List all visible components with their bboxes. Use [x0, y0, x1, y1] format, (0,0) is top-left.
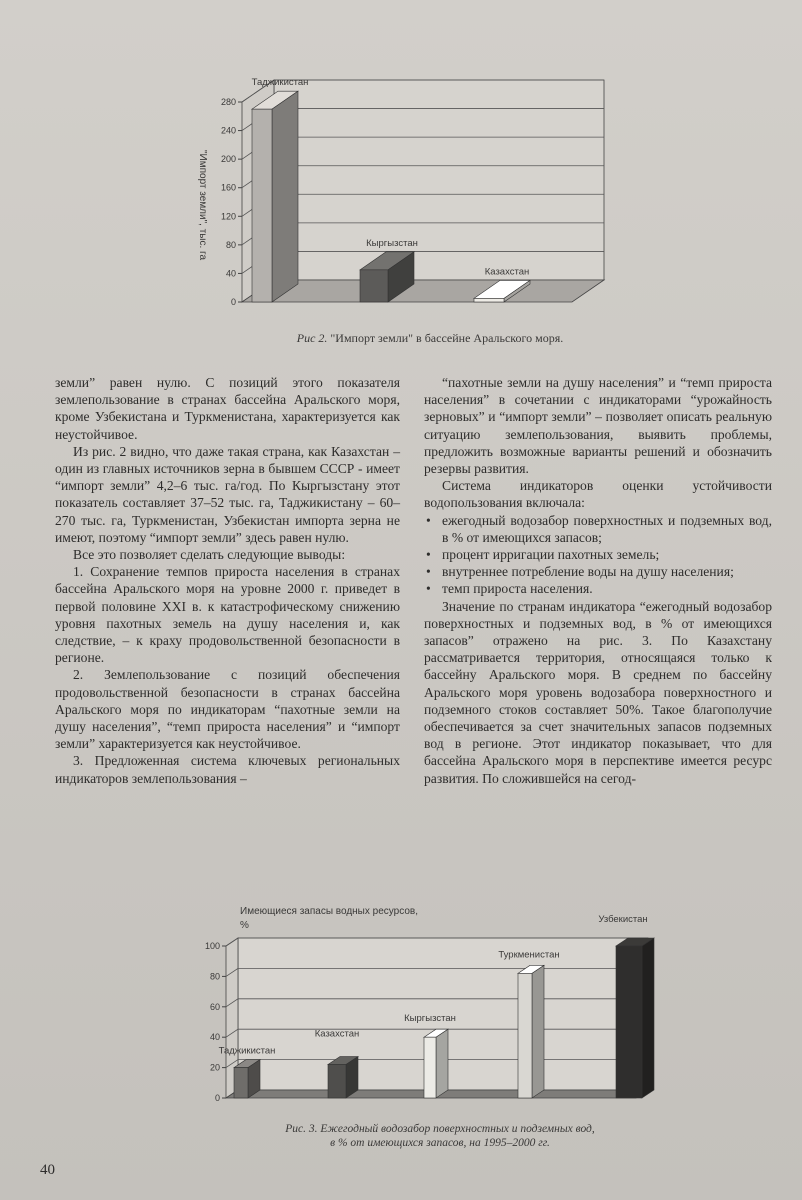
figure-3-bar-label: Туркменистан	[498, 949, 560, 961]
figure-2-y-tick-label: 40	[225, 268, 236, 279]
figure-3-caption-line-2: в % от имеющихся запасов, на 1995–2000 гг.	[330, 1137, 550, 1149]
figure-3-y-axis-label-line2: %	[240, 920, 249, 931]
figure-2-caption	[230, 331, 630, 346]
figure-3-bar	[234, 1060, 260, 1098]
figure-3-bar-side	[532, 965, 544, 1098]
left-text-column	[55, 374, 400, 787]
figure-2-chart	[180, 55, 630, 325]
figure-3-y-tick-label: 100	[204, 941, 220, 951]
indicator-list-item: • процент ирригации пахотных земель;	[424, 546, 772, 563]
figure-3-caption-line-1: Рис. 3. Ежегодный водозабор поверхностных и подземных вод,	[285, 1123, 595, 1135]
figure-2-bar-label: Таджикистан	[251, 77, 309, 89]
figure-3-y-tick-label: 20	[209, 1062, 220, 1073]
left-paragraph-3: Все это позволяет сделать следующие выводы:	[73, 547, 346, 563]
figure-3-y-tick-label: 60	[209, 1001, 220, 1012]
figure-3-bar	[616, 938, 654, 1098]
figure-3-y-tick-label: 80	[209, 971, 220, 982]
right-paragraph-1: “пахотные земли на душу населения” и “темп прироста населения” в сочетании с индикаторами “урожайность зерновых” и “импорт земли” – позволяет описать реальную ситуацию землепользования, выявить проблемы, предложить возможные варианты решений и обозначить резервы развития.	[424, 375, 772, 477]
figure-2-bar-front	[252, 109, 272, 302]
figure-3-bar	[328, 1057, 358, 1098]
indicator-list	[424, 512, 772, 598]
figure-3-y-tick-label: 0	[214, 1093, 220, 1103]
figure-3-bar-front	[424, 1037, 436, 1098]
figure-2-bar-front	[474, 298, 504, 302]
figure-2-bar	[252, 91, 298, 302]
figure-2-y-tick-label: 0	[230, 297, 236, 307]
figure-3-bar	[518, 965, 544, 1098]
figure-2-y-tick-label: 160	[220, 182, 236, 193]
figure-2-bar-label: Казахстан	[484, 266, 530, 278]
figure-3-bar-front	[518, 973, 532, 1098]
figure-2-bar-side	[272, 91, 298, 302]
figure-3-y-axis-label-line1: Имеющиеся запасы водных ресурсов,	[240, 906, 418, 917]
figure-3-bar-front	[328, 1065, 346, 1098]
figure-3-bar-label: Таджикистан	[218, 1045, 276, 1057]
figure-3-bar-label: Кыргызстан	[404, 1013, 456, 1025]
figure-3-bar	[424, 1029, 448, 1098]
figure-3-bar-label: Узбекистан	[598, 914, 648, 925]
figure-3-bar-side	[642, 938, 654, 1098]
indicator-list-item: • ежегодный водозабор поверхностных и подземных вод, в % от имеющихся запасов;	[424, 512, 772, 546]
figure-2-bar-label: Кыргызстан	[366, 237, 418, 249]
figure-3-bar-front	[234, 1068, 248, 1098]
left-paragraph-6: 3. Предложенная система ключевых региональных индикаторов землепользования –	[55, 753, 400, 786]
figure-2-back-wall	[274, 80, 604, 280]
left-paragraph-2: Из рис. 2 видно, что даже такая страна, как Казахстан – один из главных источников зерна в бывшем СССР - имеет “импорт земли” 4,2–6 тыс. га/год. По Кыргызстану этот показатель составляет 37–52 тыс. га, Таджикистану – 60–270 тыс. га, Туркменистан, Узбекистан импорта зерна не имеют, поэтому “импорт земли” здесь равен нулю.	[55, 443, 400, 545]
figure-2-y-tick-label: 240	[220, 125, 236, 136]
right-paragraph-2: Система индикаторов оценки устойчивости водопользования включала:	[424, 478, 772, 511]
figure-3-bar-front	[616, 946, 642, 1098]
indicator-list-item: • внутреннее потребление воды на душу населения;	[424, 563, 772, 580]
figure-2-caption-prefix: Рис 2.	[296, 331, 328, 345]
right-text-column	[424, 374, 772, 787]
figure-2-y-tick-label: 200	[220, 154, 236, 165]
figure-3-chart	[190, 900, 690, 1110]
figure-3-bar-side	[436, 1029, 448, 1098]
page-number: 40	[40, 1162, 55, 1178]
figure-2-y-tick-label: 120	[220, 211, 236, 222]
figure-3-bar-label: Казахстан	[314, 1028, 360, 1040]
indicator-list-item: • темп прироста населения.	[424, 580, 772, 597]
figure-3-caption	[230, 1122, 650, 1150]
figure-2-y-tick-label: 80	[225, 239, 236, 250]
left-paragraph-5: 2. Землепользование с позиций обеспечения продовольственной безопасности в странах бассейна Аральского моря по индикаторам “пахотные земли на душу населения”, “темп прироста населения” и “импорт земли” характеризуется как неустойчивое.	[55, 667, 400, 752]
figure-2-bar-front	[360, 270, 388, 302]
figure-3-y-tick-label: 40	[209, 1032, 220, 1043]
figure-2-y-axis-label: "Импорт земли", тыс. га	[197, 149, 208, 261]
figure-2-caption-text: "Импорт земли" в бассейне Аральского моря.	[330, 331, 564, 345]
left-paragraph-1: земли” равен нулю. С позиций этого показателя землепользование в странах бассейна Аральского моря, кроме Узбекистана и Туркменистана, характеризуется как неустойчивое.	[55, 375, 400, 442]
figure-2-y-tick-label: 280	[220, 97, 236, 107]
left-paragraph-4: 1. Сохранение темпов прироста населения в странах бассейна Аральского моря на уровне 2000 г. приведет в первой половине XXI в. к катастрофическому снижению уровня пахотных земель на душу населения и, как следствие, – к краху продовольственной безопасности в регионе.	[55, 564, 400, 666]
right-paragraph-3: Значение по странам индикатора “ежегодный водозабор поверхностных и подземных вод, в % от имеющихся запасов” отражено на рис. 3. По Казахстану рассматривается территория, относящаяся только к бассейну Аральского моря. В среднем по бассейну Аральского моря уровень водозабора поверхностного и подземного стоков составляет 50%. Такое благополучие обеспечивается за счет значительных запасов подземных вод в регионе. Этот индикатор показывает, что для бассейна Аральского моря в перспективе имеется ресурс развития. По сложившейся на сегод-	[424, 598, 772, 786]
